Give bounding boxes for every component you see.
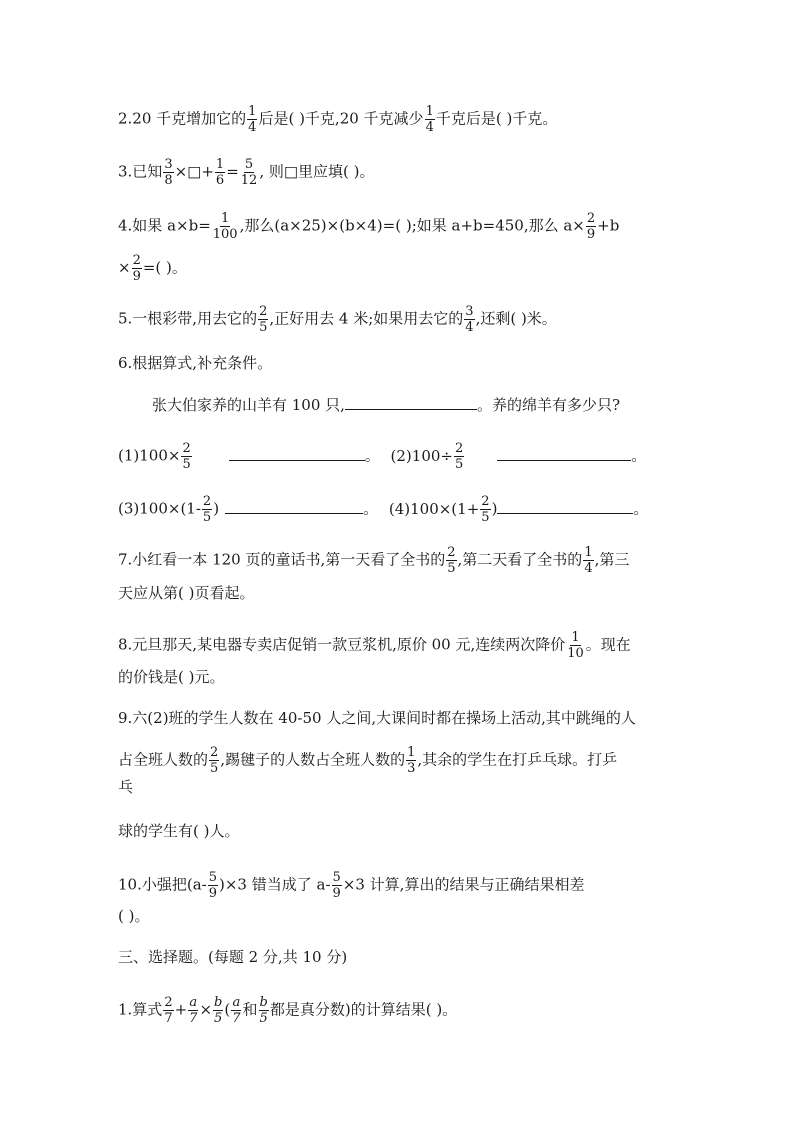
q6-part4-blank[interactable]: [497, 499, 633, 514]
q6-part4-period: 。: [633, 499, 649, 518]
q7-fraction-1: $\frac{2}{5}$: [447, 545, 456, 576]
q9-text-a: 9.六(2)班的学生人数在 40-50 人之间,大课间时都在操场上活动,其中跳绳的人: [118, 709, 636, 727]
q6-part1-label: (1)100×: [118, 446, 181, 465]
q9-text-e: 乓: [118, 778, 134, 796]
mc1-open: (: [224, 1000, 231, 1019]
q2-fraction-2: $\frac{1}{4}$: [425, 104, 434, 135]
q3-text-a: 3.已知: [118, 162, 163, 181]
question-8: [118, 630, 631, 661]
q7-text-a: 7.小红看一本 120 页的童话书,第一天看了全书的: [118, 550, 446, 569]
q5-fraction-1: $\frac{2}{5}$: [259, 304, 268, 335]
q6-part2-period: 。: [631, 446, 647, 465]
q9-text-b: 占全班人数的: [118, 750, 209, 769]
question-9-cont3: [118, 821, 239, 841]
q4-text-c: +b: [597, 216, 620, 235]
q4-text-d: ×: [118, 258, 131, 277]
q6-part3-label: (3)100×(1-: [118, 499, 201, 518]
q9-text-c: ,踢毽子的人数占全班人数的: [220, 750, 406, 769]
question-7-cont: [118, 583, 254, 603]
question-6-parts-3-4: [118, 494, 648, 525]
q7-text-b: ,第二天看了全书的: [457, 550, 583, 569]
question-7: [118, 545, 629, 576]
q3-fraction-2: $\frac{1}{6}$: [215, 157, 225, 188]
q5-text-b: ,正好用去 4 米;如果用去它的: [269, 309, 464, 328]
q4-text-a: 4.如果 a×b=: [118, 216, 211, 235]
mc1-fraction-1: $\frac{2}{7}$: [164, 995, 173, 1026]
q8-text-c: 的价钱是( )元。: [118, 668, 225, 686]
section-3-title: 三、选择题。(每题 2 分,共 10 分): [118, 948, 348, 966]
q4-text-b: ,那么(a×25)×(b×4)=( );如果 a+b=450,那么 a×: [239, 216, 585, 235]
q3-text-c: =: [226, 162, 239, 181]
q5-fraction-2: $\frac{3}{4}$: [465, 304, 474, 335]
q6-part2-fraction: $\frac{2}{5}$: [454, 441, 464, 472]
question-3: [118, 157, 375, 188]
q10-text-c: ×3 计算,算出的结果与正确结果相差: [342, 875, 585, 894]
q6-part1-period: 。: [364, 446, 380, 465]
q2-fraction-1: $\frac{1}{4}$: [248, 104, 257, 135]
mc1-text-b: 都是真分数)的计算结果( )。: [269, 1000, 458, 1019]
q4-fraction-1: $\frac{1}{100}$: [212, 211, 238, 242]
q7-text-d: 天应从第( )页看起。: [118, 584, 255, 602]
q6-stem-blank[interactable]: [345, 395, 477, 410]
mc1-plus: +: [174, 1000, 188, 1019]
q2-text-c: 千克后是( )千克。: [435, 109, 558, 128]
q5-text-a: 5.一根彩带,用去它的: [118, 309, 258, 328]
question-8-cont: [118, 667, 224, 687]
q6-part2-blank[interactable]: [497, 446, 631, 461]
q2-text-b: 后是( )千克,20 千克减少: [258, 109, 424, 128]
q8-text-b: 。现在: [585, 635, 631, 654]
q8-text-a: 8.元旦那天,某电器专卖店促销一款豆浆机,原价 00 元,连续两次降价: [118, 635, 566, 654]
q9-fraction-2: $\frac{1}{3}$: [407, 745, 416, 776]
q3-text-d: , 则□里应填( )。: [259, 162, 375, 181]
q6-part2-label: (2)100÷: [390, 446, 453, 465]
question-10-cont: [118, 906, 149, 926]
mc1-fraction-5: $\frac{b}{5}$: [259, 995, 268, 1026]
q6-part4-label: (4)100×(1+: [388, 499, 480, 518]
question-9: [118, 708, 636, 728]
q3-fraction-3: $\frac{5}{12}$: [240, 157, 258, 188]
q10-fraction-2: $\frac{5}{9}$: [332, 870, 341, 901]
question-9-cont2: [118, 777, 133, 797]
mc-question-1: [118, 995, 457, 1026]
mc1-and: 和: [242, 1000, 258, 1019]
question-5: [118, 304, 557, 335]
q6-part1-blank[interactable]: [229, 446, 365, 461]
q10-fraction-1: $\frac{5}{9}$: [208, 870, 217, 901]
q4-fraction-2: $\frac{2}{9}$: [586, 211, 596, 242]
q6-stem-a: 张大伯家养的山羊有 100 只,: [152, 396, 345, 414]
mc1-times: ×: [199, 1000, 213, 1019]
mc1-fraction-4: $\frac{a}{7}$: [232, 995, 241, 1026]
question-4: [118, 211, 619, 242]
q10-text-a: 10.小强把(a-: [118, 875, 207, 894]
q6-part3-blank[interactable]: [225, 499, 363, 514]
q6-stem-b: 。养的绵羊有多少只?: [476, 396, 620, 414]
mc1-fraction-3: $\frac{b}{5}$: [214, 995, 223, 1026]
q6-part3-close: ): [213, 499, 220, 518]
q5-text-c: ,还剩( )米。: [475, 309, 557, 328]
question-2: [118, 104, 557, 135]
q4-fraction-3: $\frac{2}{9}$: [132, 253, 141, 284]
q2-text-a: 2.20 千克增加它的: [118, 109, 247, 128]
question-4-cont: [118, 253, 187, 284]
q9-text-f: 球的学生有( )人。: [118, 822, 240, 840]
q4-text-e: =( )。: [142, 258, 187, 277]
mc1-fraction-2: $\frac{a}{7}$: [189, 995, 198, 1026]
question-6-stem: [152, 395, 620, 415]
q6-part3-period: 。: [363, 499, 379, 518]
q9-text-d: ,其余的学生在打乒乓球。打乒: [417, 750, 618, 769]
q7-fraction-2: $\frac{1}{4}$: [584, 545, 593, 576]
question-10: [118, 870, 584, 901]
q6-part4-fraction: $\frac{2}{5}$: [481, 494, 490, 525]
question-6-title: [118, 353, 272, 373]
q3-text-b: ×□+: [174, 162, 214, 181]
q6-part4-close: ): [491, 499, 498, 518]
q6-title: 6.根据算式,补充条件。: [118, 354, 273, 372]
q9-fraction-1: $\frac{2}{5}$: [210, 745, 219, 776]
q10-text-d: ( )。: [118, 907, 150, 925]
q7-text-c: ,第三: [594, 550, 630, 569]
q3-fraction-1: $\frac{3}{8}$: [164, 157, 173, 188]
question-6-parts-1-2: [118, 441, 646, 472]
mc1-text-a: 1.算式: [118, 1000, 163, 1019]
q10-text-b: )×3 错当成了 a-: [219, 875, 331, 894]
q8-fraction-1: $\frac{1}{10}$: [567, 630, 584, 661]
section-3-heading: [118, 947, 347, 967]
question-9-cont: [118, 745, 617, 776]
q6-part3-fraction: $\frac{2}{5}$: [202, 494, 212, 525]
q6-part1-fraction: $\frac{2}{5}$: [182, 441, 191, 472]
